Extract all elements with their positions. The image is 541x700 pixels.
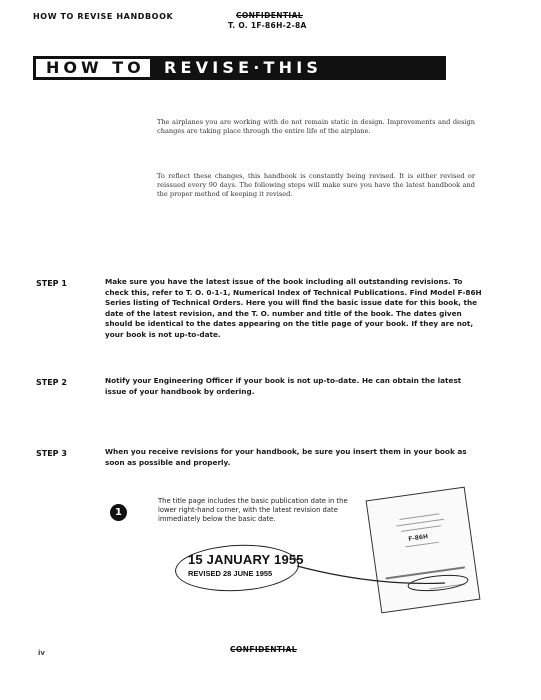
step-2-label: STEP 2 [36,378,67,387]
step-3-label: STEP 3 [36,449,67,458]
intro-paragraph-1: The airplanes you are working with do not remain static in design. Improvements and design changes are taking place through the entire life of the airplane. [157,118,475,135]
page-number: iv [38,649,45,657]
step-1-text: Make sure you have the latest issue of the book including all outstanding revisions. To check this, refer to T. O. 0-1-1, Numerical Index of Technical Publications. Find Model F-86H Series listing of Technical Orders. Here you will find the basic issue date for this book, the date of the latest revision, and the T. O. number and title of the book. The dates given should be identical to the dates appearing on the title page of your book. If they are not, your book is not up-to-date. [105,277,482,339]
revision-date: REVISED 28 JUNE 1955 [188,569,273,578]
step-1-label: STEP 1 [36,279,67,288]
step-number-badge: 1 [110,504,127,521]
banner-right-text: REVISE·THIS HANDBOOK [152,57,445,79]
classification-header: CONFIDENTIAL [236,11,303,20]
thumbnail-model-label: F-86H [407,533,429,543]
basic-publication-date: 15 JANUARY 1955 [188,552,304,567]
title-page-note: The title page includes the basic publication date in the lower right-hand corner, with the latest revision date immediately below the basic date. [158,497,348,524]
step-2-text: Notify your Engineering Officer if your book is not up-to-date. He can obtain the latest issue of your handbook by ordering. [105,376,462,396]
banner-left-text: HOW TO [34,57,152,79]
intro-paragraph-2: To reflect these changes, this handbook is constantly being revised. It is either revised or reissued every 90 days. The following steps will make sure you have the latest handbook and the proper method of keeping it revised. [157,172,475,198]
tech-order-number: T. O. 1F-86H-2-8A [228,21,307,30]
classification-footer: CONFIDENTIAL [230,645,297,654]
step-3-text: When you receive revisions for your handbook, be sure you insert them in your book as soon as possible and properly. [105,447,467,467]
section-title: HOW TO REVISE HANDBOOK [33,12,174,21]
